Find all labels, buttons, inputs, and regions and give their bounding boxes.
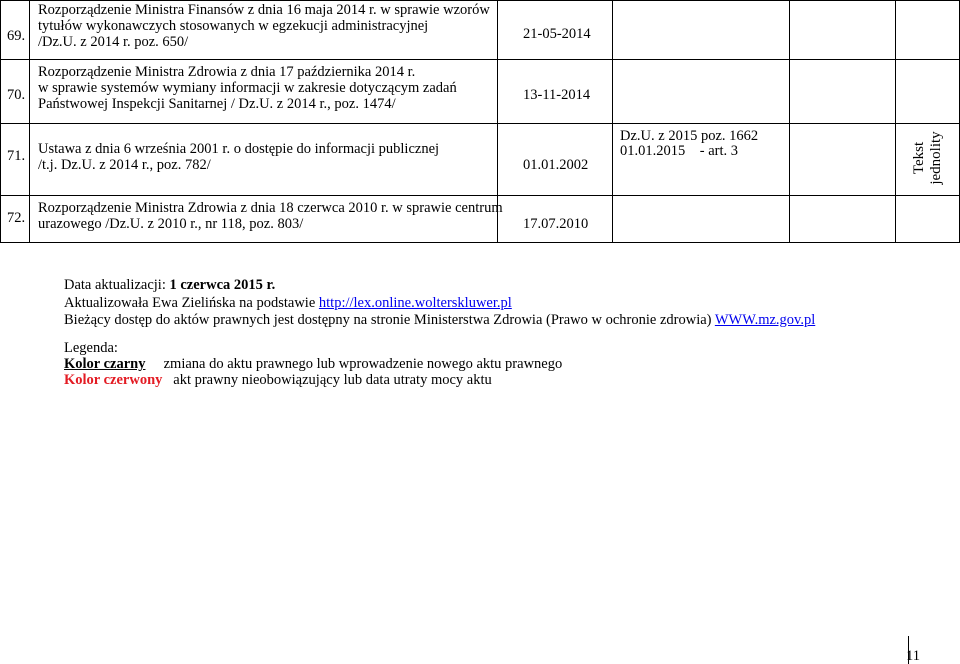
act-date: 21-05-2014 xyxy=(523,26,591,42)
page-number: 11 xyxy=(906,648,920,664)
amendment-note-line: 01.01.2015 - art. 3 xyxy=(620,143,738,159)
side-label-line: Tekst xyxy=(911,141,927,175)
amendment-note-line: Dz.U. z 2015 poz. 1662 xyxy=(620,128,759,144)
legend-red-desc: akt prawny nieobowiązujący lub data utraty mocy aktu xyxy=(162,372,492,388)
update-date-value: 1 czerwca 2015 r. xyxy=(169,277,276,293)
row-number: 70. xyxy=(7,87,26,103)
updated-by-prefix: Aktualizowała Ewa Zielińska na podstawie xyxy=(64,295,319,311)
act-title-line: Rozporządzenie Ministra Finansów z dnia 16 maja 2014 r. w sprawie wzorów xyxy=(38,2,490,18)
row-separator xyxy=(0,195,960,196)
access-prefix: Bieżący dostęp do aktów prawnych jest dostępny na stronie Ministerstwa Zdrowia (Prawo w ochronie zdrowia) xyxy=(64,312,715,328)
act-title-line: /Dz.U. z 2014 r. poz. 650/ xyxy=(38,34,189,50)
legend-title: Legenda: xyxy=(64,340,118,356)
table-border-left xyxy=(0,0,1,243)
update-date-prefix: Data aktualizacji: xyxy=(64,277,170,293)
side-label-line: jednolity xyxy=(928,131,944,185)
legal-acts-table xyxy=(0,0,960,243)
updated-by-line xyxy=(64,295,512,311)
column-separator xyxy=(29,0,30,243)
act-title-line: urazowego /Dz.U. z 2010 r., nr 118, poz. 803/ xyxy=(38,216,304,232)
row-number: 71. xyxy=(7,148,26,164)
legend-red-label: Kolor czerwony xyxy=(64,372,163,388)
column-separator xyxy=(612,0,613,243)
legend-black-desc: zmiana do aktu prawnego lub wprowadzenie nowego aktu prawnego xyxy=(145,356,563,372)
table-border-top xyxy=(0,0,960,1)
act-date: 01.01.2002 xyxy=(523,157,589,173)
table-border-bottom xyxy=(0,242,960,243)
column-separator xyxy=(789,0,790,243)
act-title-line: /t.j. Dz.U. z 2014 r., poz. 782/ xyxy=(38,157,211,173)
row-number: 72. xyxy=(7,210,26,226)
act-title-line: Ustawa z dnia 6 września 2001 r. o dostępie do informacji publicznej xyxy=(38,141,440,157)
row-separator xyxy=(0,59,960,60)
legend-black-label: Kolor czarny xyxy=(64,356,146,372)
lex-link[interactable]: http://lex.online.wolterskluwer.pl xyxy=(318,295,512,311)
legend-red-line xyxy=(64,372,492,388)
act-title-line: Państwowej Inspekcji Sanitarnej / Dz.U. z 2014 r., poz. 1474/ xyxy=(38,96,396,112)
access-line xyxy=(64,312,815,328)
act-title-line: Rozporządzenie Ministra Zdrowia z dnia 17 października 2014 r. xyxy=(38,64,416,80)
row-separator xyxy=(0,123,960,124)
act-title-line: w sprawie systemów wymiany informacji w zakresie dotyczącym zadań xyxy=(38,80,457,96)
act-date: 17.07.2010 xyxy=(523,216,589,232)
update-date-line xyxy=(64,277,275,293)
legend-black-line xyxy=(64,356,562,372)
column-separator xyxy=(895,0,896,243)
mz-gov-link[interactable]: WWW.mz.gov.pl xyxy=(714,312,816,328)
row-number: 69. xyxy=(7,28,26,44)
act-title-line: Rozporządzenie Ministra Zdrowia z dnia 18 czerwca 2010 r. w sprawie centrum xyxy=(38,200,503,216)
side-label xyxy=(911,118,945,198)
act-title-line: tytułów wykonawczych stosowanych w egzekucji administracyjnej xyxy=(38,18,429,34)
act-date: 13-11-2014 xyxy=(523,87,591,103)
